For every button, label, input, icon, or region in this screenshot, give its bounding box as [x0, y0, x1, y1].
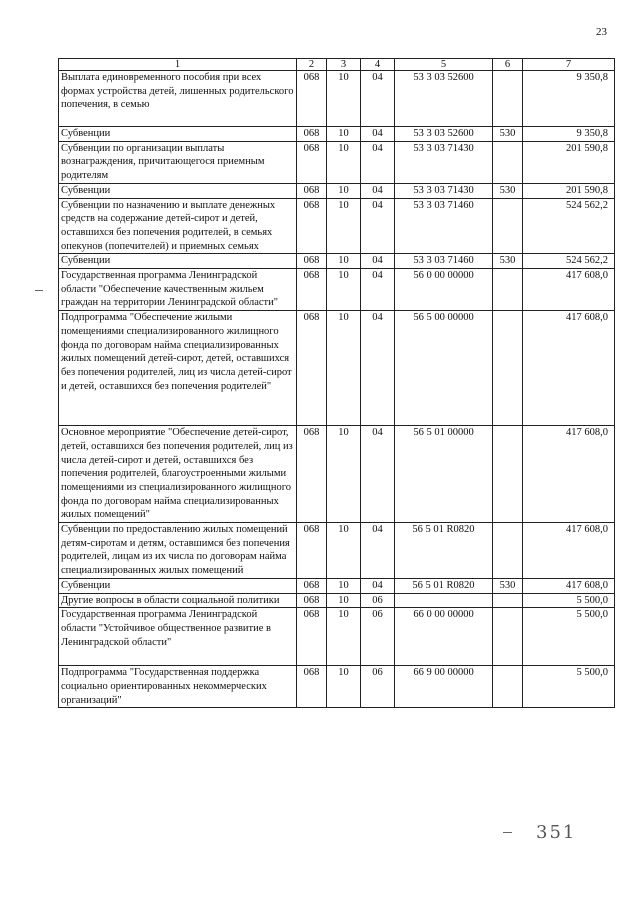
row-target-code: 53 3 03 52600 — [395, 71, 493, 127]
margin-mark — [35, 290, 43, 291]
row-section: 10 — [327, 608, 361, 666]
table-row — [59, 608, 615, 666]
row-expense-type — [493, 426, 523, 523]
row-target-code: 56 5 01 00000 — [395, 426, 493, 523]
row-amount: 417 608,0 — [523, 523, 615, 579]
row-expense-type: 530 — [493, 254, 523, 269]
row-expense-type: 530 — [493, 578, 523, 593]
row-subsection: 04 — [361, 141, 395, 183]
row-target-code: 56 5 01 R0820 — [395, 523, 493, 579]
row-amount: 524 562,2 — [523, 198, 615, 254]
row-name: Субвенции — [59, 183, 297, 198]
row-amount: 417 608,0 — [523, 269, 615, 311]
table-row — [59, 666, 615, 708]
row-name: Государственная программа Ленинградской области "Обеспечение качественным жильем граждан на территории Ленинградской области" — [59, 269, 297, 311]
row-amount: 201 590,8 — [523, 141, 615, 183]
row-section: 10 — [327, 141, 361, 183]
row-section: 10 — [327, 426, 361, 523]
row-section: 10 — [327, 183, 361, 198]
row-expense-type — [493, 141, 523, 183]
row-ministry-code: 068 — [297, 593, 327, 608]
table-row — [59, 141, 615, 183]
table-row — [59, 593, 615, 608]
row-section: 10 — [327, 523, 361, 579]
row-ministry-code: 068 — [297, 426, 327, 523]
row-amount: 524 562,2 — [523, 254, 615, 269]
row-subsection: 04 — [361, 254, 395, 269]
row-expense-type — [493, 523, 523, 579]
table-row — [59, 426, 615, 523]
dash-mark — [503, 832, 512, 833]
row-section: 10 — [327, 254, 361, 269]
row-name: Субвенции по назначению и выплате денежных средств на содержание детей-сирот и детей, оставшихся без попечения родителей, в семьях опекунов (попечителей) и приемных семьях — [59, 198, 297, 254]
header-col-1: 1 — [59, 59, 297, 71]
row-name: Выплата единовременного пособия при всех формах устройства детей, лишенных родительского попечения, в семью — [59, 71, 297, 127]
row-target-code: 53 3 03 71460 — [395, 254, 493, 269]
row-expense-type — [493, 269, 523, 311]
row-subsection: 04 — [361, 71, 395, 127]
row-target-code: 53 3 03 52600 — [395, 127, 493, 142]
row-section: 10 — [327, 198, 361, 254]
header-row — [59, 59, 615, 71]
table-row — [59, 198, 615, 254]
row-section: 10 — [327, 593, 361, 608]
row-subsection: 04 — [361, 311, 395, 426]
row-name: Другие вопросы в области социальной политики — [59, 593, 297, 608]
row-target-code: 53 3 03 71430 — [395, 183, 493, 198]
page-number: 23 — [596, 26, 607, 38]
row-ministry-code: 068 — [297, 127, 327, 142]
row-section: 10 — [327, 666, 361, 708]
row-section: 10 — [327, 578, 361, 593]
row-target-code: 53 3 03 71430 — [395, 141, 493, 183]
row-expense-type — [493, 608, 523, 666]
row-expense-type: 530 — [493, 127, 523, 142]
header-col-2: 2 — [297, 59, 327, 71]
row-expense-type — [493, 666, 523, 708]
row-ministry-code: 068 — [297, 71, 327, 127]
row-expense-type: 530 — [493, 183, 523, 198]
row-target-code: 56 5 00 00000 — [395, 311, 493, 426]
row-section: 10 — [327, 71, 361, 127]
table-row — [59, 183, 615, 198]
row-amount: 201 590,8 — [523, 183, 615, 198]
row-name: Субвенции — [59, 254, 297, 269]
row-amount: 5 500,0 — [523, 666, 615, 708]
row-name: Государственная программа Ленинградской области "Устойчивое общественное развитие в Ленинградской области" — [59, 608, 297, 666]
table-row — [59, 254, 615, 269]
row-ministry-code: 068 — [297, 523, 327, 579]
table-row — [59, 127, 615, 142]
row-amount: 417 608,0 — [523, 311, 615, 426]
row-section: 10 — [327, 127, 361, 142]
row-subsection: 06 — [361, 666, 395, 708]
row-subsection: 04 — [361, 183, 395, 198]
header-col-6: 6 — [493, 59, 523, 71]
row-name: Подпрограмма "Обеспечение жилыми помещениями специализированного жилищного фонда по договорам найма специализированных жилых помещений детей-сирот, детей, оставшихся без попечения родителей, лиц из числа детей-сирот и детей, оставшихся без попечения родителей" — [59, 311, 297, 426]
table-row — [59, 269, 615, 311]
row-ministry-code: 068 — [297, 269, 327, 311]
row-amount: 9 350,8 — [523, 71, 615, 127]
table-row — [59, 578, 615, 593]
row-target-code — [395, 593, 493, 608]
row-expense-type — [493, 593, 523, 608]
row-ministry-code: 068 — [297, 254, 327, 269]
table-row — [59, 523, 615, 579]
row-ministry-code: 068 — [297, 578, 327, 593]
row-target-code: 56 5 01 R0820 — [395, 578, 493, 593]
row-name: Субвенции по организации выплаты вознаграждения, причитающегося приемным родителям — [59, 141, 297, 183]
row-name: Подпрограмма "Государственная поддержка социально ориентированных некоммерческих организаций" — [59, 666, 297, 708]
row-section: 10 — [327, 269, 361, 311]
row-expense-type — [493, 311, 523, 426]
table-row — [59, 311, 615, 426]
row-subsection: 04 — [361, 523, 395, 579]
row-ministry-code: 068 — [297, 198, 327, 254]
row-subsection: 04 — [361, 127, 395, 142]
row-target-code: 66 0 00 00000 — [395, 608, 493, 666]
table-row — [59, 71, 615, 127]
header-col-7: 7 — [523, 59, 615, 71]
row-ministry-code: 068 — [297, 666, 327, 708]
row-target-code: 53 3 03 71460 — [395, 198, 493, 254]
row-expense-type — [493, 71, 523, 127]
row-name: Субвенции — [59, 578, 297, 593]
row-name: Основное мероприятие "Обеспечение детей-сирот, детей, оставшихся без попечения родителей, лиц из числа детей-сирот и детей, оставшихся без попечения родителей, благоустроенными жилыми помещениями из специализированного жилищного фонда по договорам найма специализированных жилых помещений" — [59, 426, 297, 523]
row-subsection: 06 — [361, 608, 395, 666]
row-amount: 417 608,0 — [523, 426, 615, 523]
row-amount: 9 350,8 — [523, 127, 615, 142]
row-section: 10 — [327, 311, 361, 426]
row-subsection: 04 — [361, 269, 395, 311]
row-subsection: 04 — [361, 198, 395, 254]
row-subsection: 06 — [361, 593, 395, 608]
row-subsection: 04 — [361, 578, 395, 593]
budget-table — [58, 58, 615, 708]
row-ministry-code: 068 — [297, 141, 327, 183]
row-subsection: 04 — [361, 426, 395, 523]
row-name: Субвенции по предоставлению жилых помещений детям-сиротам и детям, оставшимся без попечения родителей, лицам из их числа по договорам найма специализированных жилых помещений — [59, 523, 297, 579]
row-target-code: 66 9 00 00000 — [395, 666, 493, 708]
row-ministry-code: 068 — [297, 183, 327, 198]
row-target-code: 56 0 00 00000 — [395, 269, 493, 311]
row-ministry-code: 068 — [297, 608, 327, 666]
header-col-3: 3 — [327, 59, 361, 71]
row-amount: 417 608,0 — [523, 578, 615, 593]
header-col-4: 4 — [361, 59, 395, 71]
row-amount: 5 500,0 — [523, 608, 615, 666]
handwritten-stamp: 351 — [536, 822, 577, 843]
row-expense-type — [493, 198, 523, 254]
row-name: Субвенции — [59, 127, 297, 142]
row-amount: 5 500,0 — [523, 593, 615, 608]
row-ministry-code: 068 — [297, 311, 327, 426]
header-col-5: 5 — [395, 59, 493, 71]
